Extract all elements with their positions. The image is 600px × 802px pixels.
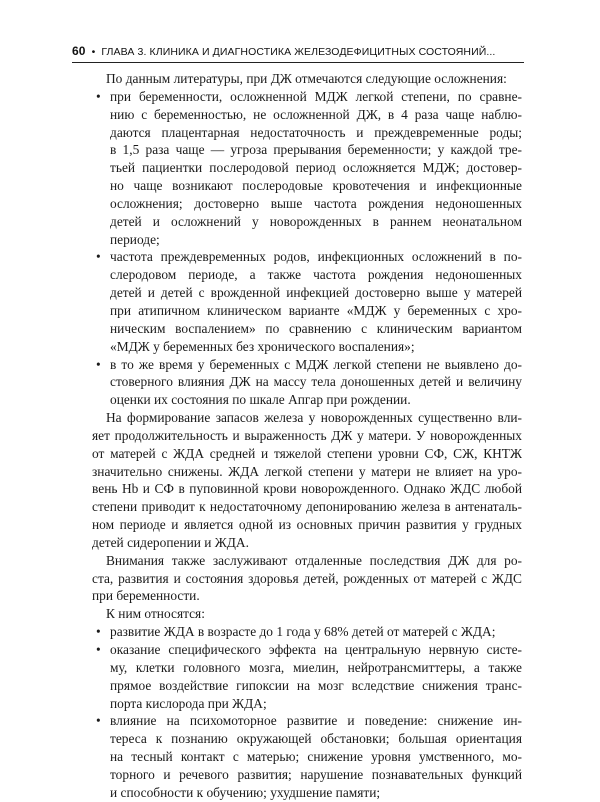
paragraph-line: вень Hb и СФ в пуповинной крови новорожденного. Однако ЖДС любой [92, 481, 522, 497]
bullet-line: • частота преждевременных родов, инфекционных осложнений в по- [92, 248, 522, 266]
bullet-line: • развитие ЖДА в возрасте до 1 года у 68% детей от матерей с ЖДА; [92, 623, 522, 641]
bullet-line: ническим воспалением» по сравнению с клиническим вариантом [110, 320, 522, 336]
bullet-line: тьей пациентки послеродовой период осложняется МДЖ; достовер- [110, 160, 522, 176]
header-rule [72, 62, 524, 63]
bullet-line: тереса к познанию окружающей обстановки; большая ориентация [110, 731, 522, 747]
bullet-line: слеродовом периоде, а также частота рождения недоношенных [110, 267, 522, 283]
bullet-line: периоде; [110, 231, 160, 247]
bullet-line: даются плацентарная недостаточность и преждевременные роды; [110, 124, 522, 140]
paragraph-line: Внимания также заслуживают отдаленные последствия ДЖ для ро- [106, 552, 522, 568]
paragraph-line: значительно снижены. ЖДА легкой степени у матери не влияет на уро- [92, 463, 522, 479]
bullet-line: в 1,5 раза чаще — угроза прерывания беременности; у каждой тре- [110, 142, 522, 158]
paragraph-line: яет продолжительность и выраженность ДЖ у матери. У новорожденных [92, 427, 522, 443]
bullet-line: му, клетки головного мозга, миелин, нейротрансмиттеры, а также [110, 659, 522, 675]
paragraph-line: ном периоде и является одной из основных причин развития у грудных [92, 517, 522, 533]
header-separator: • [91, 46, 96, 58]
bullet-line: и способности к обучению; ухудшение памяти; [110, 784, 381, 800]
bullet-line: торного и речевого развития; нарушение познавательных функций [110, 766, 522, 782]
bullet-line: нию с беременностью, не осложненной ДЖ, в 4 раза чаще наблю- [110, 106, 522, 122]
running-title: ГЛАВА 3. КЛИНИКА И ДИАГНОСТИКА ЖЕЛЕЗОДЕФИЦИТНЫХ СОСТОЯНИЙ... [101, 46, 496, 58]
bullet-line: при атипичном клиническом варианте «МДЖ у беременных с хро- [110, 302, 522, 318]
body-text [92, 70, 522, 802]
bullet-line: • при беременности, осложненной МДЖ легкой степени, по сравне- [92, 88, 522, 106]
page-number: 60 [72, 44, 86, 58]
bullet-line: стоверного влияния ДЖ на массу тела доношенных детей и величину [110, 374, 522, 390]
paragraph-line: от матерей с ЖДА средней и тяжелой степени уровни СФ, СЖ, КНТЖ [92, 445, 522, 461]
bullet-line: детей и детей с врожденной инфекцией достоверно выше у матерей [110, 285, 522, 301]
bullet-line: осложнения; достоверно выше частота рождения недоношенных [110, 195, 522, 211]
paragraph-line: По данным литературы, при ДЖ отмечаются следующие осложнения: [106, 71, 507, 86]
paragraph-line: К ним относятся: [106, 606, 205, 622]
paragraph-line: степени приводит к недостаточному депонированию железа в антенаталь- [92, 499, 522, 515]
bullet-line: порта кислорода при ЖДА; [110, 695, 267, 711]
bullet-line: • влияние на психомоторное развитие и поведение: снижение ин- [92, 712, 522, 730]
bullet-line: • в то же время у беременных с МДЖ легкой степени не выявлено до- [92, 356, 522, 374]
paragraph-line: при беременности. [92, 588, 200, 604]
bullet-line: на тесный контакт с матерью; снижение уровня умственного, мо- [110, 749, 522, 765]
bullet-line: «МДЖ у беременных без хронического воспаления»; [110, 338, 415, 354]
running-header [72, 44, 522, 58]
paragraph-line: ста, развития и состояния здоровья детей, рожденных от матерей с ЖДС [92, 570, 522, 586]
bullet-line: • оказание специфического эффекта на центральную нервную систе- [92, 641, 522, 659]
paragraph-line: На формирование запасов железа у новорожденных существенно вли- [106, 410, 522, 426]
bullet-line: детей и осложнений у новорожденных в раннем неонатальном [110, 213, 522, 229]
bullet-line: прямое воздействие гипоксии на мозг вследствие снижения транс- [110, 677, 522, 693]
bullet-line: оценки их состояния по шкале Апгар при рождении. [110, 392, 411, 408]
paragraph-line: детей сидеропении и ЖДА. [92, 534, 249, 550]
bullet-line: но чаще возникают послеродовые кровотечения и инфекционные [110, 178, 522, 194]
